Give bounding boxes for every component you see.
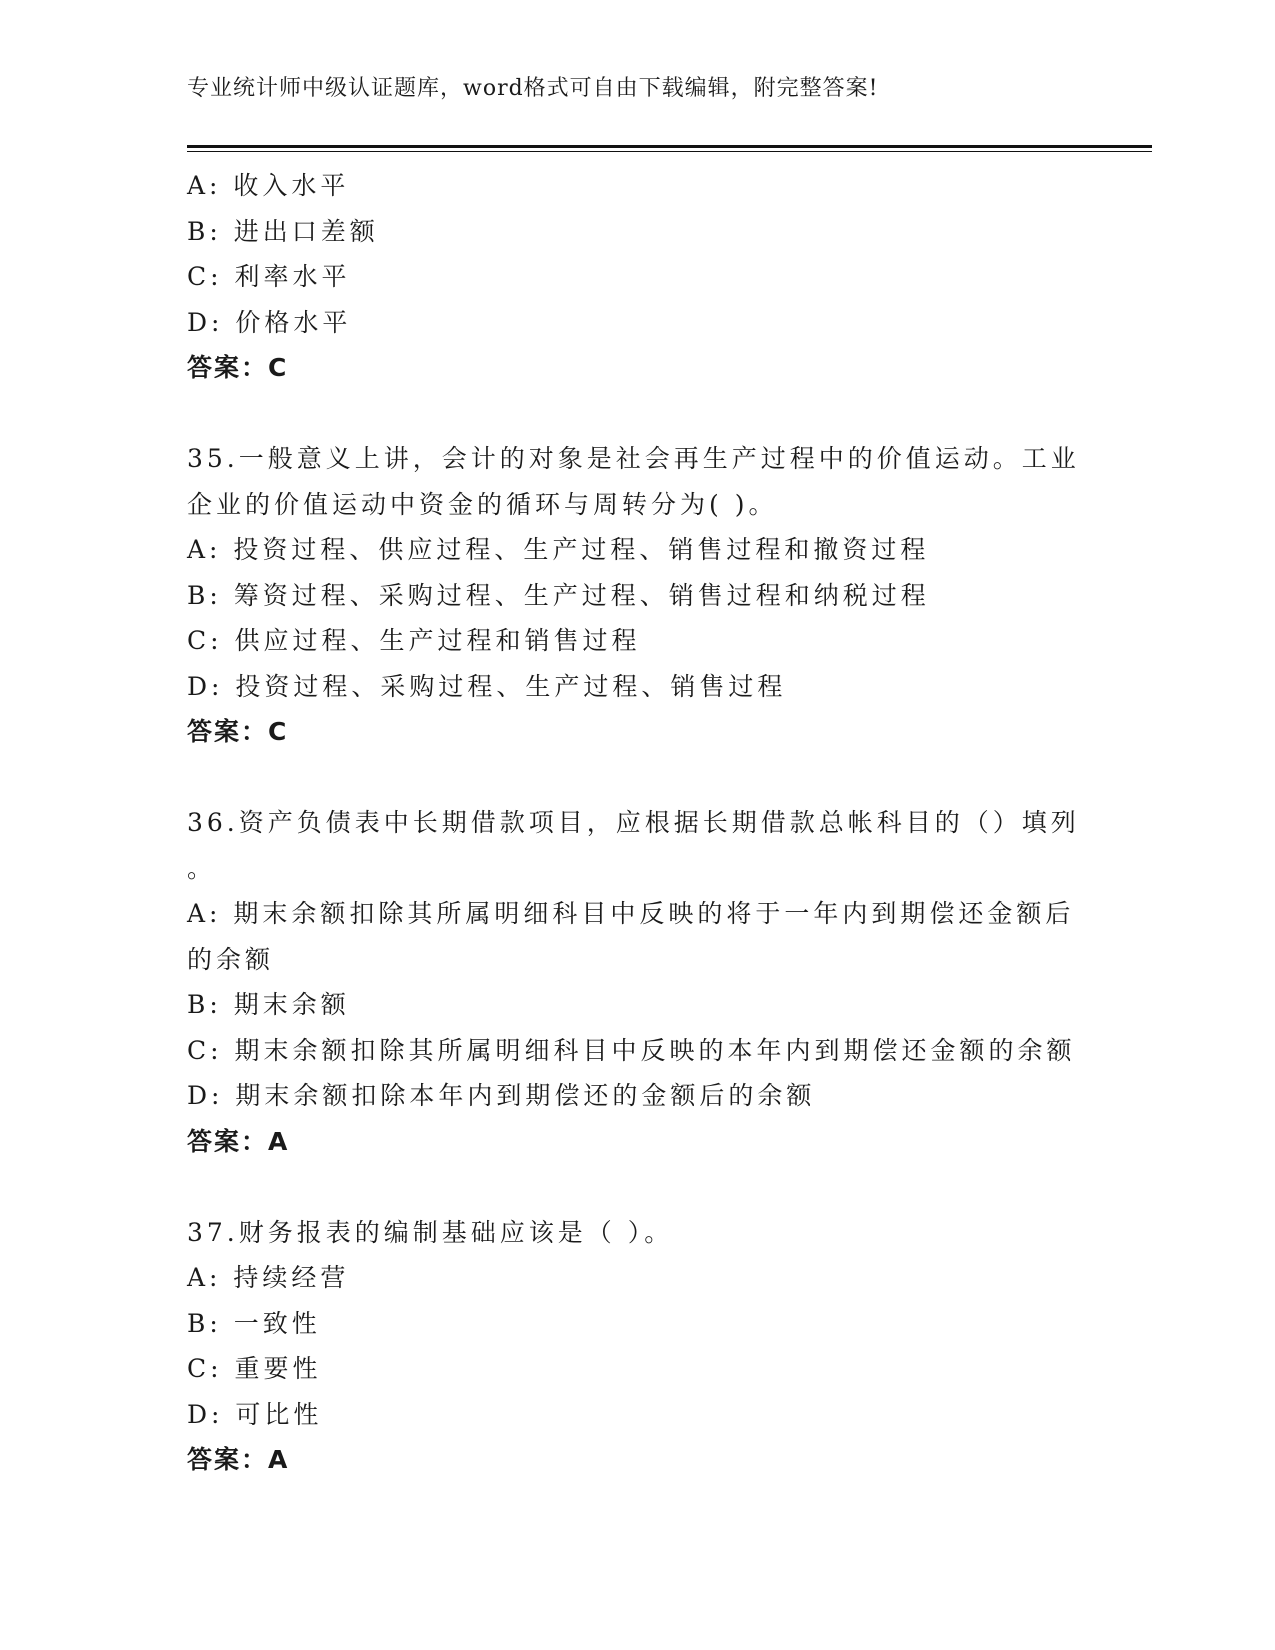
spacer	[187, 755, 1067, 801]
question-stem-line: 企业的价值运动中资金的循环与周转分为( )。	[187, 489, 778, 519]
option-c: C: 期末余额扣除其所属明细科目中反映的本年内到期偿还金额的余额	[187, 1035, 1076, 1065]
option-d: D: 投资过程、采购过程、生产过程、销售过程	[187, 671, 787, 701]
question-stem-line: 37.财务报表的编制基础应该是（ ）。	[187, 1217, 674, 1247]
spacer	[187, 391, 1067, 437]
page-header: 专业统计师中级认证题库，word格式可自由下载编辑，附完整答案!	[187, 76, 879, 101]
question-stem-line: 。	[187, 853, 217, 883]
header-rule-secondary	[187, 151, 1152, 152]
answer: 答案：C	[187, 353, 289, 382]
answer: 答案：C	[187, 717, 289, 746]
answer: 答案：A	[187, 1126, 290, 1156]
option-c: C: 利率水平	[187, 262, 351, 291]
option-a: A: 持续经营	[187, 1263, 350, 1292]
option-b: B: 一致性	[187, 1308, 321, 1338]
answer: 答案：A	[187, 1445, 290, 1474]
question-36	[187, 800, 1080, 1164]
option-b: B: 进出口差额	[187, 216, 379, 246]
option-a-continued: 的余额	[187, 944, 275, 974]
question-content	[187, 163, 1080, 1483]
option-d: D: 可比性	[187, 1399, 323, 1429]
option-d: D: 期末余额扣除本年内到期偿还的金额后的余额	[187, 1081, 816, 1110]
question-35	[187, 436, 1080, 755]
option-a: A: 收入水平	[187, 171, 350, 200]
option-c: C: 重要性	[187, 1354, 322, 1383]
spacer	[187, 1164, 1067, 1210]
question-stem-line: 35.一般意义上讲，会计的对象是社会再生产过程中的价值运动。工业	[187, 444, 1080, 473]
question-stem-line: 36.资产负债表中长期借款项目，应根据长期借款总帐科目的（）填列	[187, 808, 1080, 837]
option-b: B: 期末余额	[187, 990, 350, 1019]
header-rule	[187, 145, 1152, 148]
option-a: A: 期末余额扣除其所属明细科目中反映的将于一年内到期偿还金额后	[187, 899, 1075, 928]
option-a: A: 投资过程、供应过程、生产过程、销售过程和撤资过程	[187, 535, 930, 564]
question-34	[187, 163, 1067, 391]
option-b: B: 筹资过程、采购过程、生产过程、销售过程和纳税过程	[187, 580, 930, 610]
question-37	[187, 1210, 1067, 1483]
option-d: D: 价格水平	[187, 307, 352, 337]
option-c: C: 供应过程、生产过程和销售过程	[187, 626, 641, 655]
